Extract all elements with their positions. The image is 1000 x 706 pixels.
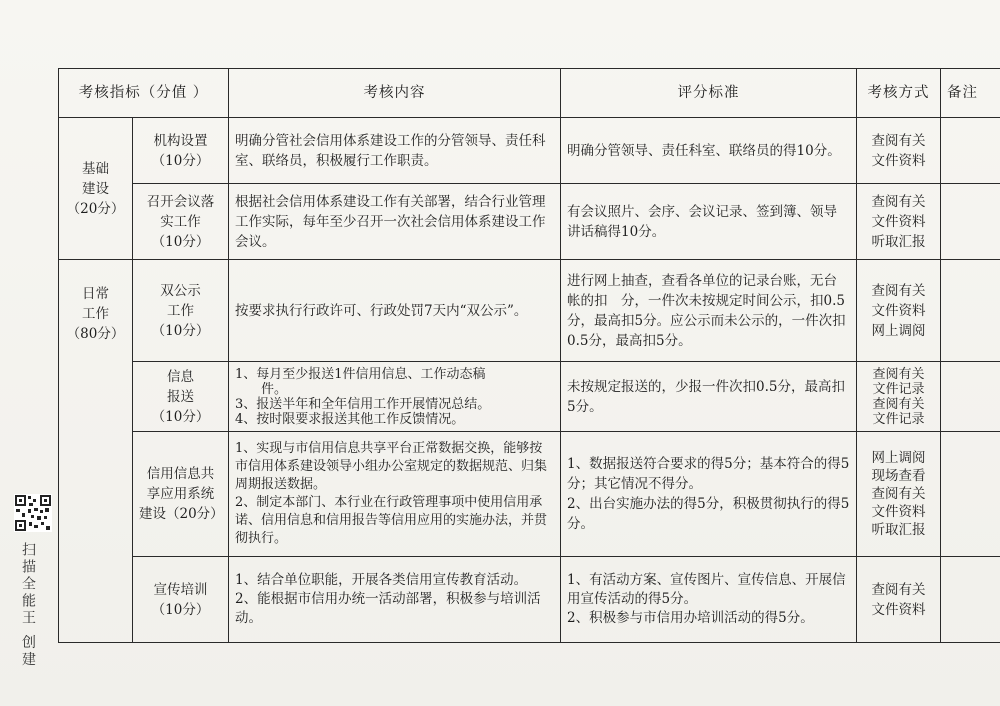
note-cell xyxy=(941,260,1000,362)
header-standard: 评分标准 xyxy=(561,69,857,118)
item-cell: 机构设置 （10分） xyxy=(133,118,229,184)
header-note: 备注 xyxy=(941,69,1000,118)
standard-cell: 未按规定报送的，少报一件次扣0.5分，最高扣5分。 xyxy=(561,362,857,432)
standard-cell: 1、数据报送符合要求的得5分；基本符合的得5分；其它情况不得分。 2、出台实施办法的得5分，积极贯彻执行的得5分。 xyxy=(561,432,857,557)
scanner-watermark-text: 扫描全能王 创建 xyxy=(20,542,36,669)
note-cell xyxy=(941,432,1000,557)
content-cell: 按要求执行行政许可、行政处罚7天内“双公示”。 xyxy=(229,260,561,362)
note-cell xyxy=(941,362,1000,432)
item-cell: 召开会议落 实工作 （10分） xyxy=(133,184,229,260)
content-cell: 根据社会信用体系建设工作有关部署，结合行业管理工作实际，每年至少召开一次社会信用体系建设工作会议。 xyxy=(229,184,561,260)
content-cell: 明确分管社会信用体系建设工作的分管领导、责任科室、联络员，积极履行工作职责。 xyxy=(229,118,561,184)
note-cell xyxy=(941,118,1000,184)
table-row xyxy=(59,362,1000,432)
table-row xyxy=(59,557,1000,643)
header-indicator: 考核指标（分值 ） xyxy=(59,69,229,118)
item-cell: 双公示 工作 （10分） xyxy=(133,260,229,362)
table-row xyxy=(59,260,1000,362)
method-cell: 查阅有关 文件资料 网上调阅 xyxy=(857,260,941,362)
standard-cell: 明确分管领导、责任科室、联络员的得10分。 xyxy=(561,118,857,184)
method-cell: 查阅有关 文件资料 听取汇报 xyxy=(857,184,941,260)
item-cell: 信息 报送 （10分） xyxy=(133,362,229,432)
table-header-row xyxy=(59,69,1000,118)
standard-cell: 有会议照片、会序、会议记录、签到簿、领导讲话稿得10分。 xyxy=(561,184,857,260)
note-cell xyxy=(941,184,1000,260)
method-cell: 网上调阅 现场查看 查阅有关 文件资料 听取汇报 xyxy=(857,432,941,557)
table-row xyxy=(59,118,1000,184)
standard-cell: 进行网上抽查，查看各单位的记录台账，无台帐的扣 分，一件次未按规定时间公示，扣0.5分，最高扣5分。应公示而未公示的，一件次扣0.5分，最高扣5分。 xyxy=(561,260,857,362)
table-row xyxy=(59,432,1000,557)
qr-code-icon xyxy=(14,494,52,532)
content-cell: 1、结合单位职能，开展各类信用宣传教育活动。 2、能根据市信用办统一活动部署，积极参与培训活动。 xyxy=(229,557,561,643)
content-cell: 1、实现与市信用信息共享平台正常数据交换，能够按市信用体系建设领导小组办公室规定的数据规范、归集周期报送数据。 2、制定本部门、本行业在行政管理事项中使用信用承诺、信用信息和信用报告等信用应用的实施办法，并贯彻执行。 xyxy=(229,432,561,557)
item-cell: 宣传培训 （10分） xyxy=(133,557,229,643)
header-content: 考核内容 xyxy=(229,69,561,118)
header-method: 考核方式 xyxy=(857,69,941,118)
item-cell: 信用信息共 享应用系统 建设（20分） xyxy=(133,432,229,557)
content-cell: 1、每月至少报送1件信用信息、工作动态稿 件。 3、报送半年和全年信用工作开展情况总结。 4、按时限要求报送其他工作反馈情况。 xyxy=(229,362,561,432)
method-cell: 查阅有关 文件记录 查阅有关 文件记录 xyxy=(857,362,941,432)
assessment-table xyxy=(58,68,1000,643)
note-cell xyxy=(941,557,1000,643)
method-cell: 查阅有关 文件资料 xyxy=(857,118,941,184)
method-cell: 查阅有关 文件资料 xyxy=(857,557,941,643)
category-daily: 日常 工作 （80分） xyxy=(59,260,133,643)
category-basic: 基础 建设 （20分） xyxy=(59,118,133,260)
standard-cell: 1、有活动方案、宣传图片、宣传信息、开展信用宣传活动的得5分。 2、积极参与市信用办培训活动的得5分。 xyxy=(561,557,857,643)
table-row xyxy=(59,184,1000,260)
